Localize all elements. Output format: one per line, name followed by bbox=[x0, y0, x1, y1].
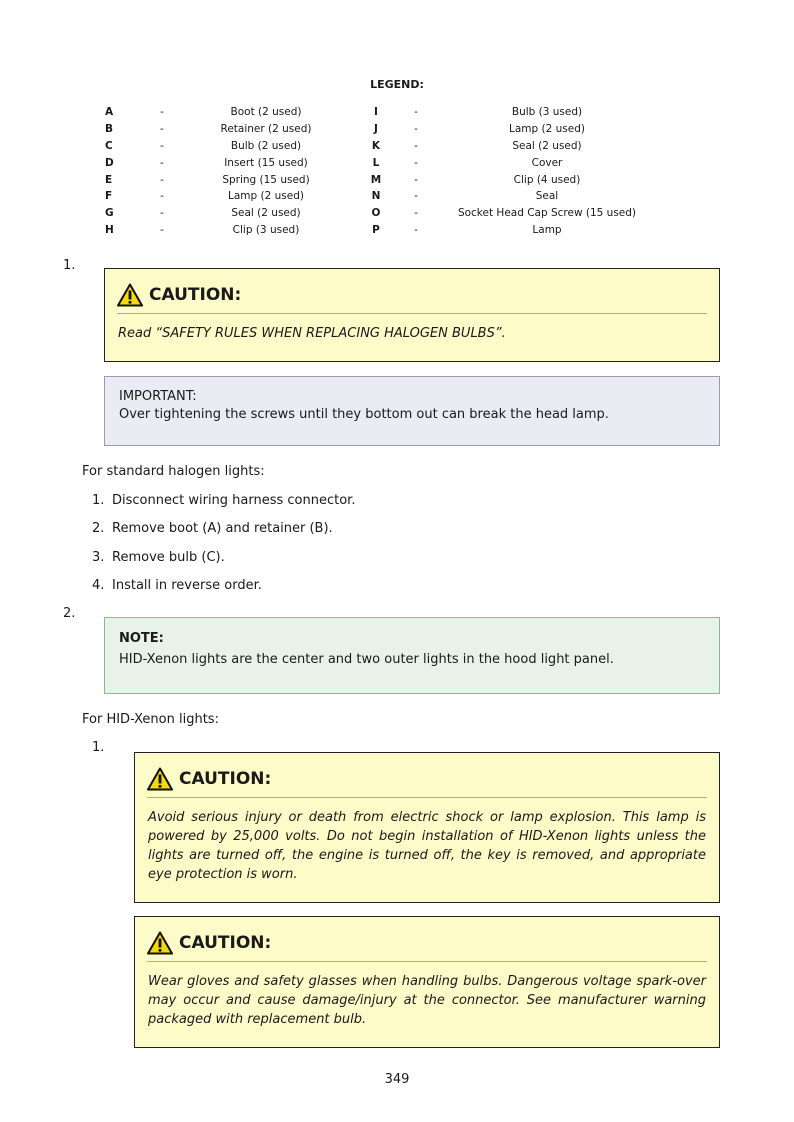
warning-triangle-icon bbox=[147, 767, 173, 791]
legend-row bbox=[100, 104, 720, 121]
legend-description: Boot (2 used) bbox=[230, 106, 302, 119]
page-number: 349 bbox=[384, 1072, 410, 1087]
legend-row bbox=[100, 222, 720, 239]
legend-row bbox=[100, 188, 720, 205]
legend-letter: O bbox=[371, 207, 381, 220]
legend-description: Bulb (3 used) bbox=[511, 106, 583, 119]
list-item-text: Install in reverse order. bbox=[112, 577, 262, 593]
legend-row bbox=[100, 205, 720, 222]
legend-letter: B bbox=[105, 123, 114, 136]
legend-description: Spring (15 used) bbox=[222, 173, 310, 186]
list-item-number: 3. bbox=[92, 549, 105, 565]
halogen-steps-list bbox=[92, 493, 355, 606]
legend-letter: L bbox=[372, 156, 380, 169]
legend-dash: - bbox=[414, 173, 418, 186]
important-label: IMPORTANT: bbox=[119, 389, 197, 404]
legend-description: Socket Head Cap Screw (15 used) bbox=[457, 207, 637, 220]
legend-letter: I bbox=[374, 106, 378, 119]
legend-description: Cover bbox=[531, 156, 563, 169]
legend-description: Seal (2 used) bbox=[231, 207, 301, 220]
caution-header bbox=[135, 753, 719, 797]
list-item-number: 1. bbox=[92, 493, 105, 508]
legend-letter: G bbox=[105, 207, 114, 220]
legend-letter: C bbox=[105, 139, 113, 152]
caution-title: CAUTION: bbox=[149, 285, 242, 305]
legend-description: Lamp (2 used) bbox=[228, 190, 304, 203]
legend-dash: - bbox=[160, 156, 164, 169]
important-text: Over tightening the screws until they bottom out can break the head lamp. bbox=[119, 407, 609, 422]
halogen-intro: For standard halogen lights: bbox=[82, 464, 265, 479]
legend-dash: - bbox=[414, 139, 418, 152]
legend-letter: J bbox=[374, 123, 378, 136]
warning-triangle-icon bbox=[117, 283, 143, 307]
list-item-text: Remove boot (A) and retainer (B). bbox=[112, 521, 333, 537]
legend-dash: - bbox=[160, 190, 164, 203]
legend-dash: - bbox=[414, 223, 418, 236]
legend-letter: A bbox=[105, 106, 114, 119]
legend-letter: N bbox=[371, 190, 381, 203]
legend-title: LEGEND: bbox=[370, 78, 424, 91]
note-box bbox=[104, 617, 720, 694]
list-item bbox=[92, 521, 355, 549]
legend-row bbox=[100, 138, 720, 155]
legend-dash: - bbox=[160, 123, 164, 136]
legend-letter: E bbox=[105, 173, 113, 186]
legend-row bbox=[100, 121, 720, 138]
legend-description: Bulb (2 used) bbox=[230, 139, 302, 152]
legend-dash: - bbox=[414, 106, 418, 119]
step-number: 1. bbox=[63, 258, 76, 273]
legend-letter: D bbox=[105, 156, 114, 169]
legend-dash: - bbox=[414, 123, 418, 136]
legend-description: Lamp bbox=[532, 223, 562, 236]
legend-letter: H bbox=[105, 223, 114, 236]
legend-dash: - bbox=[414, 156, 418, 169]
legend-dash: - bbox=[160, 106, 164, 119]
caution-text: Wear gloves and safety glasses when handling bulbs. Dangerous voltage spark-over may occur and cause damage/injury at the connector. See manufacturer warning packaged with replacement bulb. bbox=[148, 974, 706, 1027]
list-item-number: 4. bbox=[92, 577, 105, 593]
legend-description: Seal (2 used) bbox=[512, 139, 582, 152]
caution-box bbox=[134, 752, 720, 903]
legend-letter: P bbox=[372, 223, 380, 236]
legend-dash: - bbox=[160, 173, 164, 186]
hid-intro: For HID-Xenon lights: bbox=[82, 712, 219, 727]
list-item bbox=[92, 493, 355, 521]
legend-dash: - bbox=[414, 207, 418, 220]
legend-description: Seal bbox=[535, 190, 559, 203]
list-item bbox=[92, 578, 355, 606]
legend-dash: - bbox=[160, 207, 164, 220]
caution-title: CAUTION: bbox=[179, 769, 272, 789]
note-text: HID-Xenon lights are the center and two outer lights in the hood light panel. bbox=[119, 652, 614, 667]
important-box bbox=[104, 376, 720, 446]
caution-text: Read “SAFETY RULES WHEN REPLACING HALOGEN BULBS”. bbox=[118, 326, 506, 341]
caution-text: Avoid serious injury or death from electric shock or lamp explosion. This lamp is powered by 25,000 volts. Do not begin installation of HID-Xenon lights unless the lights are turned off, the engine is turned off, the key is removed, and appropriate eye protection is worn. bbox=[148, 810, 706, 882]
list-item bbox=[92, 550, 355, 578]
legend-letter: K bbox=[371, 139, 381, 152]
warning-triangle-icon bbox=[147, 931, 173, 955]
legend-row bbox=[100, 171, 720, 188]
list-item-number: 2. bbox=[92, 521, 105, 537]
caution-title: CAUTION: bbox=[179, 933, 272, 953]
legend-dash: - bbox=[160, 139, 164, 152]
legend-description: Insert (15 used) bbox=[224, 156, 308, 169]
step-number: 2. bbox=[63, 606, 76, 621]
caution-box bbox=[104, 268, 720, 362]
sub-step-number: 1. bbox=[92, 740, 105, 755]
caution-header bbox=[135, 917, 719, 961]
legend-row bbox=[100, 154, 720, 171]
legend-description: Clip (3 used) bbox=[232, 223, 300, 236]
legend-description: Clip (4 used) bbox=[513, 173, 581, 186]
note-label: NOTE: bbox=[119, 631, 164, 646]
caution-header bbox=[105, 269, 719, 313]
legend-letter: F bbox=[105, 190, 113, 203]
list-item-text: Remove bulb (C). bbox=[112, 549, 225, 565]
legend-description: Lamp (2 used) bbox=[509, 123, 585, 136]
legend-letter: M bbox=[370, 173, 382, 186]
legend-dash: - bbox=[414, 190, 418, 203]
legend-table bbox=[100, 104, 720, 238]
caution-box bbox=[134, 916, 720, 1048]
legend-dash: - bbox=[160, 223, 164, 236]
legend-description: Retainer (2 used) bbox=[220, 123, 312, 136]
list-item-text: Disconnect wiring harness connector. bbox=[112, 493, 356, 508]
